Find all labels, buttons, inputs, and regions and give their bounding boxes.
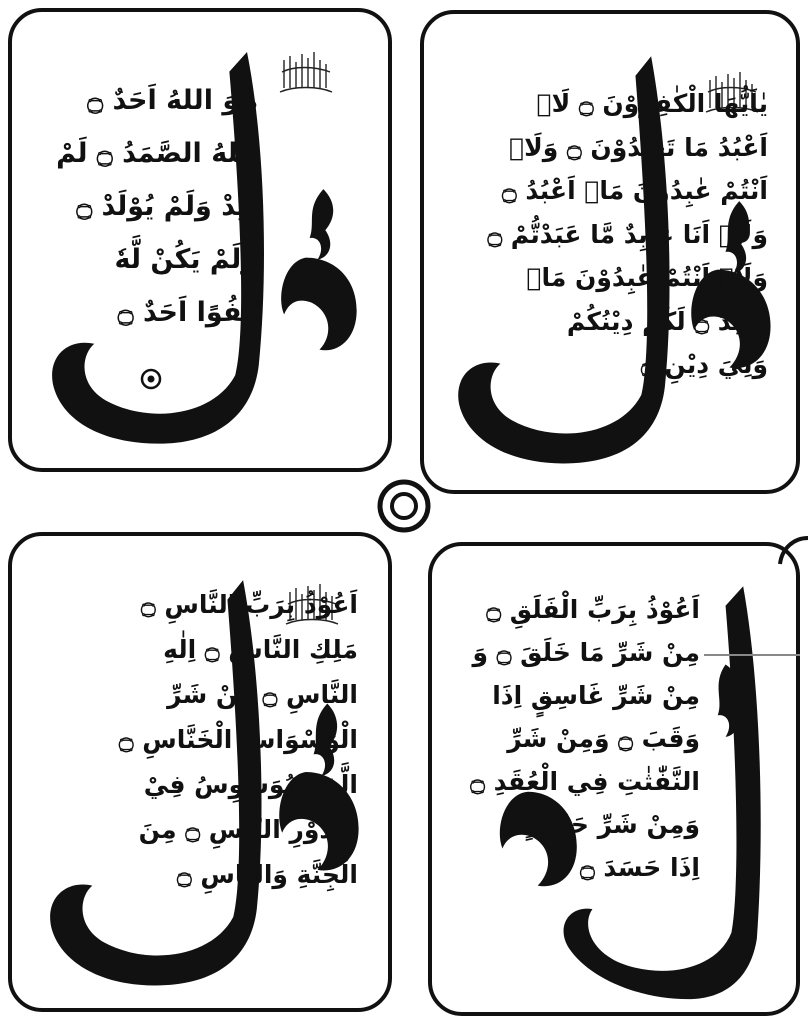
verse-line: وَلَمْ يَكُنْ لَّهٗ [114, 244, 258, 275]
verse-line: وَلَاۤ اَنَا عَابِدٌ مَّا عَبَدْتُّمْ ۝ [487, 219, 768, 249]
verse-line: اَعُوْذُ بِرَبِّ النَّاسِ ۝ [140, 590, 358, 619]
verse-block [470, 588, 700, 889]
verse-line: وَلِيَ دِيْنِ ۝ [641, 350, 768, 379]
panel-al-kafirun [420, 10, 800, 494]
verse-line: اَعُوْذُ بِرَبِّ الْفَلَقِ ۝ [486, 595, 700, 624]
verse-line: يَلِدْ وَلَمْ يُوْلَدْ ۝ [76, 191, 258, 222]
verse-line: مِنْ شَرِّ غَاسِقٍ اِذَا [492, 681, 700, 710]
panel-an-nas [8, 532, 392, 1012]
verse-line: وَقَبَ ۝ وَمِنْ شَرِّ [507, 724, 700, 753]
verse-line: اِذَا حَسَدَ ۝ [580, 853, 700, 882]
verse-line: النَّاسِ ۝ مِنْ شَرِّ [167, 680, 358, 709]
verse-block [119, 582, 358, 897]
verse-line: وَمِنْ شَرِّ حَاسِدٍ [522, 810, 700, 839]
verse-line: النَّفّٰثٰتِ فِي الْعُقَدِ ۝ [470, 767, 700, 796]
divider-line [704, 654, 800, 656]
verse-line: وَلَاۤ اَنْتُمْ عٰبِدُوْنَ مَاۤ [526, 263, 768, 292]
verse-end-ornament [140, 368, 162, 390]
verse-block [487, 82, 768, 387]
verse-line: صُدُوْرِ النَّاسِ ۝ مِنَ [138, 815, 358, 844]
corner-arc-ornament [774, 534, 809, 574]
center-ring-ornament [376, 478, 432, 534]
verse-line: اَنْتُمْ عٰبِدُوْنَ مَاۤ اَعْبُدُ ۝ [502, 176, 768, 205]
panel-al-falaq [428, 542, 800, 1016]
verse-line: الَّذِيْ يُوَسْوِسُ فِيْ [143, 770, 358, 799]
verse-line: اَللهُ الصَّمَدُ ۝ لَمْ [56, 138, 258, 169]
verse-line: هُوَ اللهُ اَحَدٌ ۝ [87, 85, 258, 116]
verse-line: كُفُوًا اَحَدٌ ۝ [117, 297, 258, 328]
verse-line: اَعْبُدُ ۝ لَكُمْ دِيْنُكُمْ [566, 306, 768, 336]
verse-line: يٰاَيُّهَا الْكٰفِرُوْنَ ۝ لَاۤ [536, 89, 768, 118]
verse-line: الْجِنَّةِ وَالنَّاسِ ۝ [177, 860, 358, 889]
verse-line: مِنْ شَرِّ مَا خَلَقَ ۝ وَ [472, 638, 700, 667]
panel-al-ikhlas [8, 8, 392, 472]
verse-line: الْوَسْوَاسِ الْخَنَّاسِ ۝ [118, 725, 358, 754]
verse-line: مَلِكِ النَّاسِ ۝ اِلٰهِ [163, 635, 358, 664]
bismillah-seal [274, 48, 338, 100]
verse-block [56, 74, 258, 339]
verse-line: اَعْبُدُ مَا تَعْبُدُوْنَ ۝ وَلَاۤ [509, 132, 768, 162]
